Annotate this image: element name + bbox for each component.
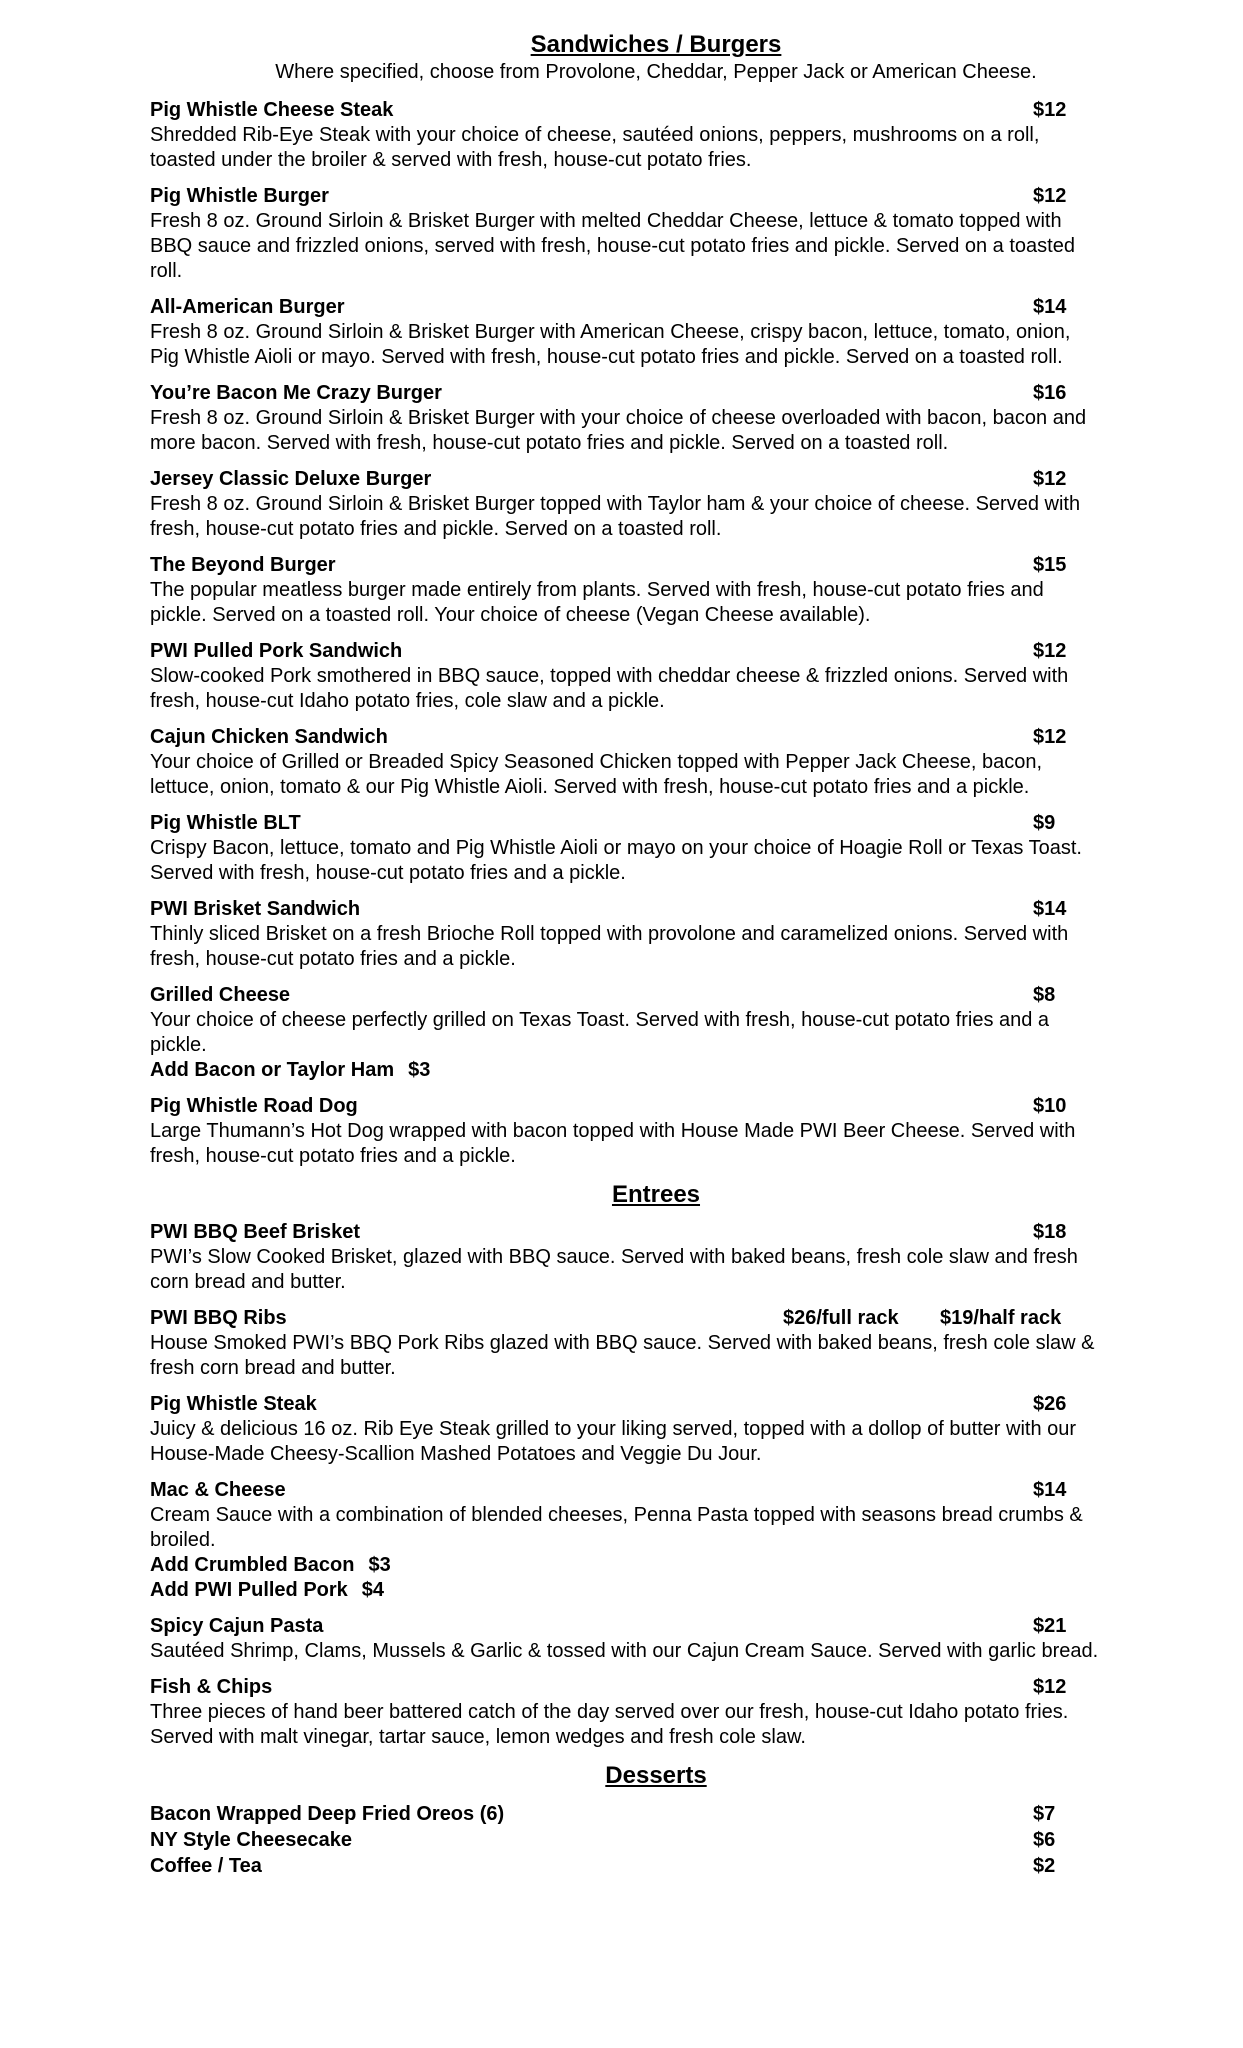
menu-item xyxy=(150,467,1100,542)
item-description: Crispy Bacon, lettuce, tomato and Pig Whistle Aioli or mayo on your choice of Hoagie Roll or Texas Toast. Served with fresh, house-cut potato fries and a pickle. xyxy=(150,837,1082,884)
item-description: Cream Sauce with a combination of blended cheeses, Penna Pasta topped with seasons bread crumbs & broiled. xyxy=(150,1504,1083,1551)
item-price: $6 xyxy=(1033,1829,1056,1851)
item-name: Pig Whistle Burger xyxy=(150,185,329,207)
section-desserts xyxy=(150,1761,1100,1879)
item-name: Grilled Cheese xyxy=(150,984,291,1006)
menu-item xyxy=(150,1392,1100,1467)
menu-item xyxy=(150,811,1100,886)
item-price: $18 xyxy=(1033,1221,1067,1243)
item-price: $15 xyxy=(1033,554,1067,576)
section-title: Desserts xyxy=(605,1762,707,1789)
item-name: PWI Pulled Pork Sandwich xyxy=(150,640,403,662)
menu-item xyxy=(150,725,1100,800)
item-description: Juicy & delicious 16 oz. Rib Eye Steak grilled to your liking served, topped with a dollop of butter with our House-Made Cheesy-Scallion Mashed Potatoes and Veggie Du Jour. xyxy=(150,1418,1077,1465)
item-price: $12 xyxy=(1033,726,1067,748)
item-name: All-American Burger xyxy=(150,296,345,318)
section-title: Sandwiches / Burgers xyxy=(530,31,782,58)
menu-item xyxy=(150,98,1100,173)
item-price: $14 xyxy=(1033,296,1067,318)
item-description: Fresh 8 oz. Ground Sirloin & Brisket Burger with American Cheese, crispy bacon, lettuce, tomato, onion, Pig Whistle Aioli or mayo. Served with fresh, house-cut potato fries and pickle. Served on a toasted roll. xyxy=(150,321,1071,368)
item-price: $16 xyxy=(1033,382,1067,404)
item-price: $10 xyxy=(1033,1095,1067,1117)
item-name: PWI BBQ Ribs xyxy=(150,1307,287,1329)
menu-item xyxy=(150,1306,1100,1381)
menu-item xyxy=(150,1614,1100,1664)
item-price: $12 xyxy=(1033,99,1067,121)
item-name: You’re Bacon Me Crazy Burger xyxy=(150,382,442,404)
item-description: Thinly sliced Brisket on a fresh Brioche Roll topped with provolone and caramelized onions. Served with fresh, house-cut potato fries and a pickle. xyxy=(150,923,1069,970)
item-description: Three pieces of hand beer battered catch of the day served over our fresh, house-cut Idaho potato fries. Served with malt vinegar, tartar sauce, lemon wedges and fresh cole slaw. xyxy=(150,1701,1069,1748)
item-name: The Beyond Burger xyxy=(150,554,336,576)
item-price: $7 xyxy=(1033,1803,1056,1825)
item-price: $14 xyxy=(1033,1479,1067,1501)
item-name: Pig Whistle Cheese Steak xyxy=(150,99,394,121)
item-name: Cajun Chicken Sandwich xyxy=(150,726,388,748)
item-description: Fresh 8 oz. Ground Sirloin & Brisket Burger with melted Cheddar Cheese, lettuce & tomato topped with BBQ sauce and frizzled onions, served with fresh, house-cut potato fries and pickle. Served on a toasted roll. xyxy=(150,210,1075,282)
menu-item xyxy=(150,1094,1100,1169)
dessert-item xyxy=(150,1827,1100,1853)
item-description: Large Thumann’s Hot Dog wrapped with bacon topped with House Made PWI Beer Cheese. Served with fresh, house-cut potato fries and a pickle. xyxy=(150,1120,1076,1167)
addon-label: Add PWI Pulled Pork xyxy=(150,1579,348,1601)
dessert-item xyxy=(150,1853,1100,1879)
item-name: PWI Brisket Sandwich xyxy=(150,898,361,920)
item-addon xyxy=(150,1553,1100,1578)
section-entrees xyxy=(150,1180,1100,1750)
item-name: Pig Whistle Road Dog xyxy=(150,1095,358,1117)
item-price: $9 xyxy=(1033,812,1056,834)
item-name: Spicy Cajun Pasta xyxy=(150,1615,324,1637)
item-name: Coffee / Tea xyxy=(150,1855,262,1877)
item-description: Fresh 8 oz. Ground Sirloin & Brisket Burger with your choice of cheese overloaded with bacon, bacon and more bacon. Served with fresh, house-cut potato fries and pickle. Served on a toasted roll. xyxy=(150,407,1087,454)
item-name: Pig Whistle Steak xyxy=(150,1393,317,1415)
item-addon xyxy=(150,1578,1100,1603)
addon-price: $3 xyxy=(408,1059,431,1081)
menu-item xyxy=(150,553,1100,628)
item-description: House Smoked PWI’s BBQ Pork Ribs glazed with BBQ sauce. Served with baked beans, fresh cole slaw & fresh corn bread and butter. xyxy=(150,1332,1095,1379)
menu-page xyxy=(150,30,1100,1879)
item-price: $26 xyxy=(1033,1393,1067,1415)
item-name: Pig Whistle BLT xyxy=(150,812,301,834)
item-price: $8 xyxy=(1033,984,1056,1006)
item-description: Fresh 8 oz. Ground Sirloin & Brisket Burger topped with Taylor ham & your choice of cheese. Served with fresh, house-cut potato fries and pickle. Served on a toasted roll. xyxy=(150,493,1081,540)
addon-price: $3 xyxy=(368,1554,391,1576)
menu-item xyxy=(150,184,1100,284)
item-price: $12 xyxy=(1033,1676,1067,1698)
item-description: PWI’s Slow Cooked Brisket, glazed with BBQ sauce. Served with baked beans, fresh cole slaw and fresh corn bread and butter. xyxy=(150,1246,1078,1293)
section-sandwiches xyxy=(150,30,1100,1169)
item-description: Sautéed Shrimp, Clams, Mussels & Garlic & tossed with our Cajun Cream Sauce. Served with garlic bread. xyxy=(150,1640,1099,1662)
item-name: Jersey Classic Deluxe Burger xyxy=(150,468,432,490)
menu-item xyxy=(150,639,1100,714)
section-subtitle: Where specified, choose from Provolone, Cheddar, Pepper Jack or American Cheese. xyxy=(275,61,1037,83)
item-price: $14 xyxy=(1033,898,1067,920)
addon-label: Add Bacon or Taylor Ham xyxy=(150,1059,395,1081)
menu-item xyxy=(150,381,1100,456)
item-name: NY Style Cheesecake xyxy=(150,1829,352,1851)
item-name: Bacon Wrapped Deep Fried Oreos (6) xyxy=(150,1803,505,1825)
section-title: Entrees xyxy=(611,1181,701,1208)
item-price: $21 xyxy=(1033,1615,1067,1637)
item-description: The popular meatless burger made entirely from plants. Served with fresh, house-cut potato fries and pickle. Served on a toasted roll. Your choice of cheese (Vegan Cheese available). xyxy=(150,579,1044,626)
item-description: Your choice of cheese perfectly grilled on Texas Toast. Served with fresh, house-cut potato fries and a pickle. xyxy=(150,1009,1050,1056)
item-description: Slow-cooked Pork smothered in BBQ sauce, topped with cheddar cheese & frizzled onions. Served with fresh, house-cut Idaho potato fries, cole slaw and a pickle. xyxy=(150,665,1069,712)
item-description: Shredded Rib-Eye Steak with your choice of cheese, sautéed onions, peppers, mushrooms on a roll, toasted under the broiler & served with fresh, house-cut potato fries. xyxy=(150,124,1040,171)
item-name: PWI BBQ Beef Brisket xyxy=(150,1221,361,1243)
menu-item xyxy=(150,1675,1100,1750)
item-price: $2 xyxy=(1033,1855,1056,1877)
item-price-full-rack: $26/full rack xyxy=(783,1307,899,1329)
dessert-item xyxy=(150,1801,1100,1827)
item-addon xyxy=(150,1058,1100,1083)
menu-item xyxy=(150,1478,1100,1603)
addon-price: $4 xyxy=(361,1579,385,1601)
item-name: Fish & Chips xyxy=(150,1676,273,1698)
item-price: $12 xyxy=(1033,468,1067,490)
item-price: $12 xyxy=(1033,185,1067,207)
menu-item xyxy=(150,897,1100,972)
item-price-half-rack: $19/half rack xyxy=(940,1307,1062,1329)
item-name: Mac & Cheese xyxy=(150,1479,286,1501)
menu-item xyxy=(150,983,1100,1083)
menu-item xyxy=(150,295,1100,370)
addon-label: Add Crumbled Bacon xyxy=(150,1554,355,1576)
item-price: $12 xyxy=(1033,640,1067,662)
menu-item xyxy=(150,1220,1100,1295)
item-description: Your choice of Grilled or Breaded Spicy Seasoned Chicken topped with Pepper Jack Cheese, bacon, lettuce, onion, tomato & our Pig Whistle Aioli. Served with fresh, house-cut potato fries and a pickle. xyxy=(150,751,1043,798)
